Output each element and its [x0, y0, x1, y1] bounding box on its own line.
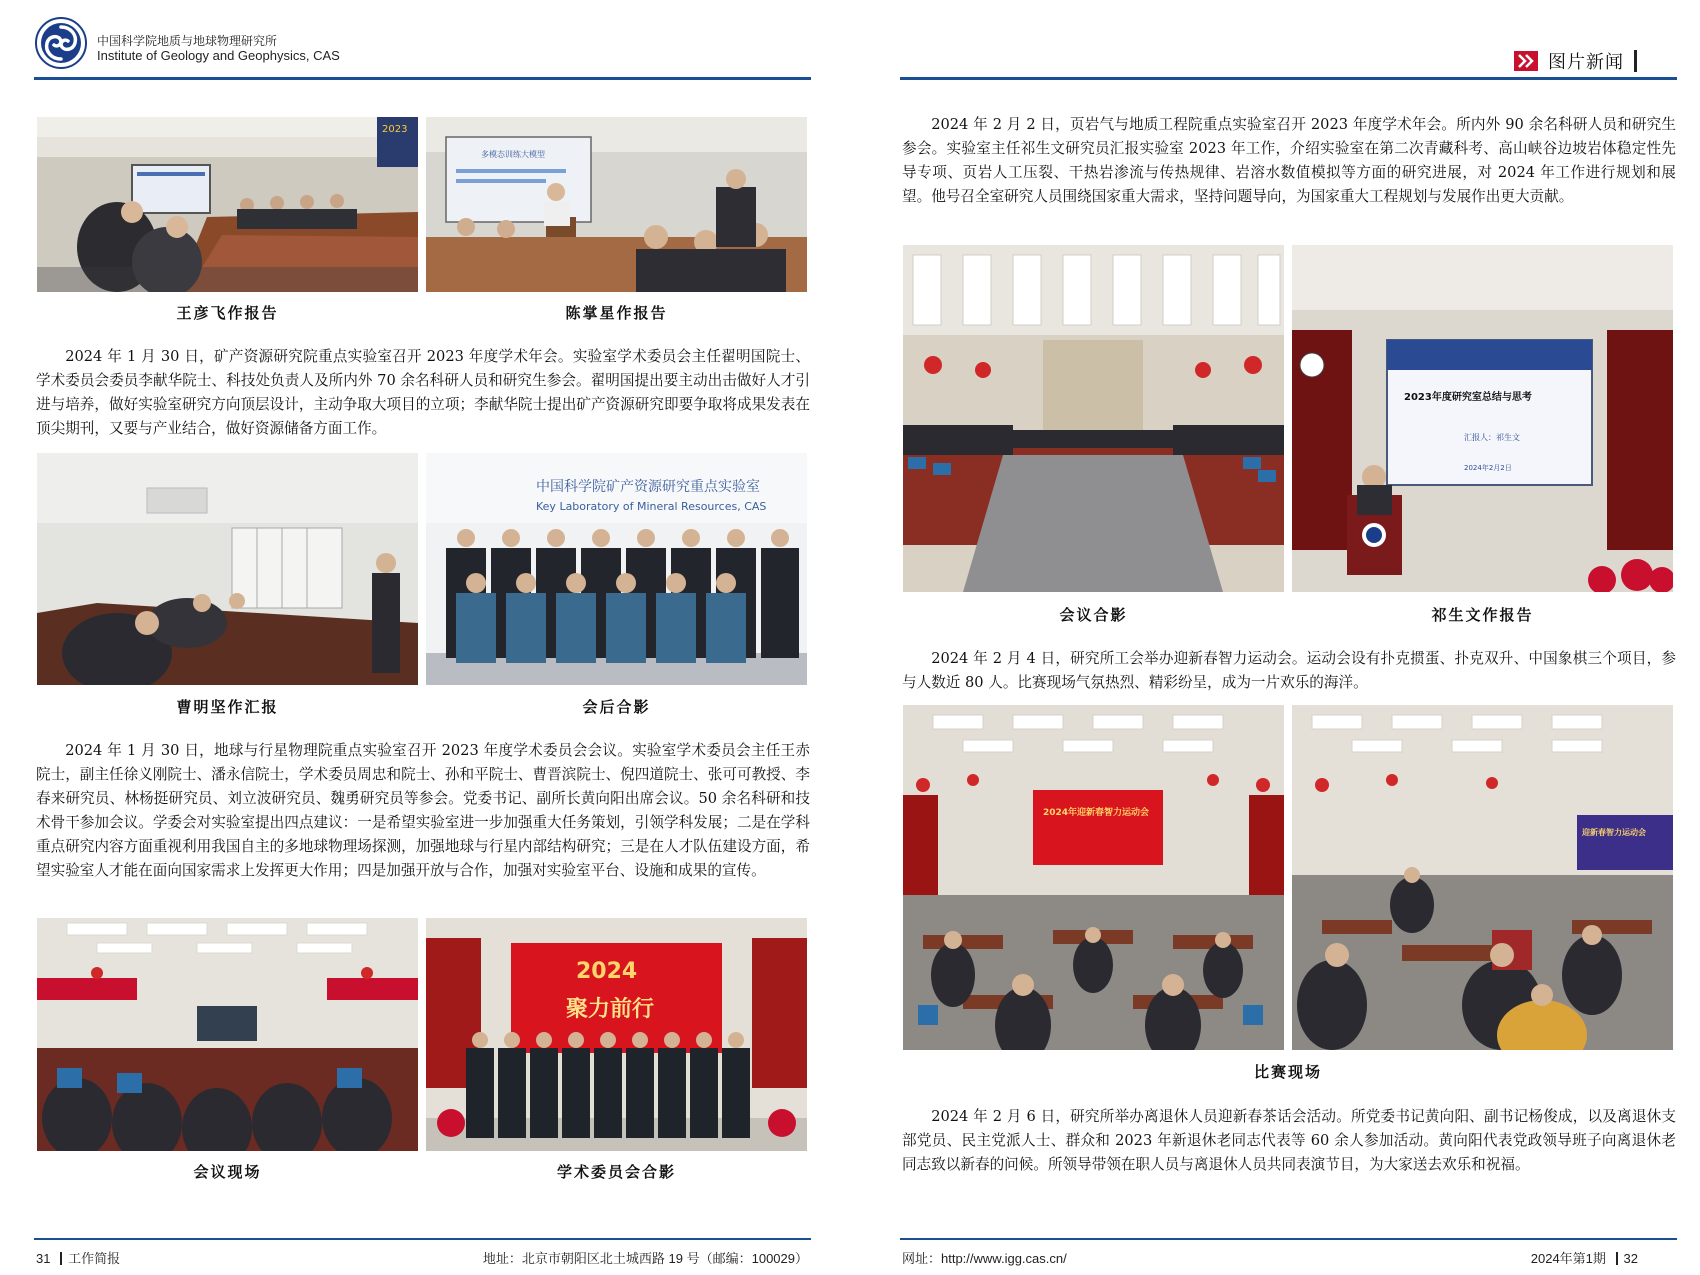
- caption-meeting-venue: 会议现场: [193, 1163, 262, 1181]
- photo-wang-yanfei-report: [37, 117, 418, 292]
- slide-year-text: 2023: [382, 124, 408, 135]
- lab-banner-en-text: Key Laboratory of Mineral Resources, CAS: [536, 500, 767, 513]
- header-rule: [34, 77, 811, 80]
- photo-chen-zhangxing-report: [426, 117, 807, 292]
- paragraph-mineral-resources-meeting: 2024 年 1 月 30 日，矿产资源研究院重点实验室召开 2023 年度学术年会。实验室学术委员会主任翟明国院士、学术委员会委员李献华院士、科技处负责人及所内外 70 余名科研人员和研究生参会。翟明国提出要主动出击做好人才引进与培养，做好实验室研究方向顶层设计，主动争取大项目的立项；李献华院士提出矿产资源研究即要争取将成果发表在顶尖期刊，又要与产业结合，做好资源储备方面工作。: [36, 348, 810, 437]
- photo-competition-left: [903, 705, 1284, 1050]
- photo-group-after-meeting: [426, 453, 807, 685]
- page-number: 32: [1623, 1251, 1638, 1266]
- page-number: 31: [36, 1251, 51, 1266]
- caption-qi-shengwen: 祁生文作报告: [1431, 606, 1534, 624]
- photo-meeting-venue: [37, 918, 418, 1151]
- caption-wang-yanfei: 王彦飞作报告: [176, 304, 279, 322]
- paragraph-retirees-tea-party: 2024 年 2 月 6 日，研究所举办离退休人员迎新春茶话会活动。所党委书记黄向阳、副书记杨俊成，以及离退休支部党员、民主党派人士、群众和 2023 年新退休老同志代表等 60 余人参加活动。黄向阳代表党政领导班子向离退休老同志致以新春的问候。所领导带领在职人员与离退休人员共同表演节目，为大家送去欢乐和祝福。: [902, 1108, 1676, 1173]
- footer-left: [36, 1248, 120, 1267]
- caption-committee-group: 学术委员会合影: [556, 1163, 676, 1181]
- paragraph-shale-gas-meeting: 2024 年 2 月 2 日，页岩气与地质工程院重点实验室召开 2023 年度学术年会。所内外 90 余名科研人员和研究生参会。实验室主任祁生文研究员汇报实验室 2023 年工作，介绍实验室在第二次青藏科考、高山峡谷边坡岩体稳定性先导专项、页岩人工压裂、干热岩渗流与传热规律、岩溶水数值模拟等方面的研究进展，对 2024 年工作进行规划和展望。他号召全室研究人员围绕国家重大需求，坚持问题导向，为国家重大工程规划与发展作出更大贡献。: [902, 116, 1676, 205]
- caption-group-photo: 会后合影: [582, 698, 651, 716]
- institute-logo-icon: [35, 17, 87, 69]
- section-title-text: 图片新闻: [1548, 52, 1624, 73]
- slide-title-text: 2023年度研究室总结与思考: [1404, 392, 1532, 403]
- photo-cao-mingjian-report: [37, 453, 418, 685]
- right-page: [850, 0, 1700, 1275]
- footer-website: 网址：http://www.igg.cas.cn/: [902, 1251, 1067, 1266]
- slide-title-text: 多模态训练大模型: [481, 150, 545, 159]
- paragraph-spring-games: 2024 年 2 月 4 日，研究所工会举办迎新春智力运动会。运动会设有扑克掼蛋、扑克双升、中国象棋三个项目，参与人数近 80 人。比赛现场气氛热烈、精彩纷呈，成为一片欢乐的海洋。: [902, 650, 1676, 691]
- footer-rule: [900, 1238, 1677, 1240]
- footer-rule: [34, 1238, 811, 1240]
- slide-reporter-text: 汇报人：祁生文: [1464, 433, 1520, 442]
- header-rule: [900, 77, 1677, 80]
- publication-name: 工作简报: [68, 1251, 121, 1266]
- caption-competition-scene: 比赛现场: [1253, 1063, 1322, 1081]
- screen-year-text: 2024: [576, 959, 638, 984]
- caption-meeting-group: 会议合影: [1059, 606, 1128, 624]
- slide-date-text: 2024年2月2日: [1464, 464, 1512, 472]
- paragraph-planetary-physics-meeting: 2024 年 1 月 30 日，地球与行星物理院重点实验室召开 2023 年度学术委员会会议。实验室学术委员会主任王赤院士，副主任徐义刚院士、潘永信院士，学术委员周忠和院士、孙和平院士、曹晋滨院士、倪四道院士、张可可教授、李春来研究员、林杨挺研究员、刘立波研究员、魏勇研究员等参会。党委书记、副所长黄向阳出席会议。50 余名科研和技术骨干参加会议。学委会对实验室提出四点建议：一是希望实验室进一步加强重大任务策划，引领学科发展；二是在学科重点研究内容方面重视利用我国自主的多地球物理场探测，加强地球与行星内部结构研究；三是在人才队伍建设方面，希望实验室人才能在面向国家需求上发挥更大作用；四是加强开放与合作，加强对实验室平台、设施和成果的宣传。: [36, 742, 810, 879]
- caption-chen-zhangxing: 陈掌星作报告: [565, 304, 668, 322]
- lab-banner-cn-text: 中国科学院矿产资源研究重点实验室: [536, 479, 760, 495]
- footer-right: [1531, 1248, 1638, 1267]
- footer-address: 地址：北京市朝阳区北土城西路 19 号（邮编：100029）: [482, 1251, 808, 1266]
- section-title: [1514, 48, 1637, 74]
- games-side-banner-text: 迎新春智力运动会: [1582, 828, 1646, 837]
- games-banner-text: 2024年迎新春智力运动会: [1043, 808, 1150, 818]
- institute-name-cn: 中国科学院地质与地球物理研究所: [97, 34, 278, 48]
- screen-slogan-text: 聚力前行: [566, 996, 655, 1022]
- caption-cao-mingjian: 曹明坚作汇报: [176, 698, 279, 716]
- photo-competition-right: [1292, 705, 1673, 1050]
- double-chevron-icon: [1514, 51, 1538, 71]
- issue-label: 2024年第1期: [1530, 1251, 1606, 1266]
- photo-qi-shengwen-report: [1292, 245, 1673, 592]
- photo-meeting-group: [903, 245, 1284, 592]
- institute-name-en: Institute of Geology and Geophysics, CAS: [97, 48, 340, 63]
- photo-academic-committee-group: [426, 918, 807, 1151]
